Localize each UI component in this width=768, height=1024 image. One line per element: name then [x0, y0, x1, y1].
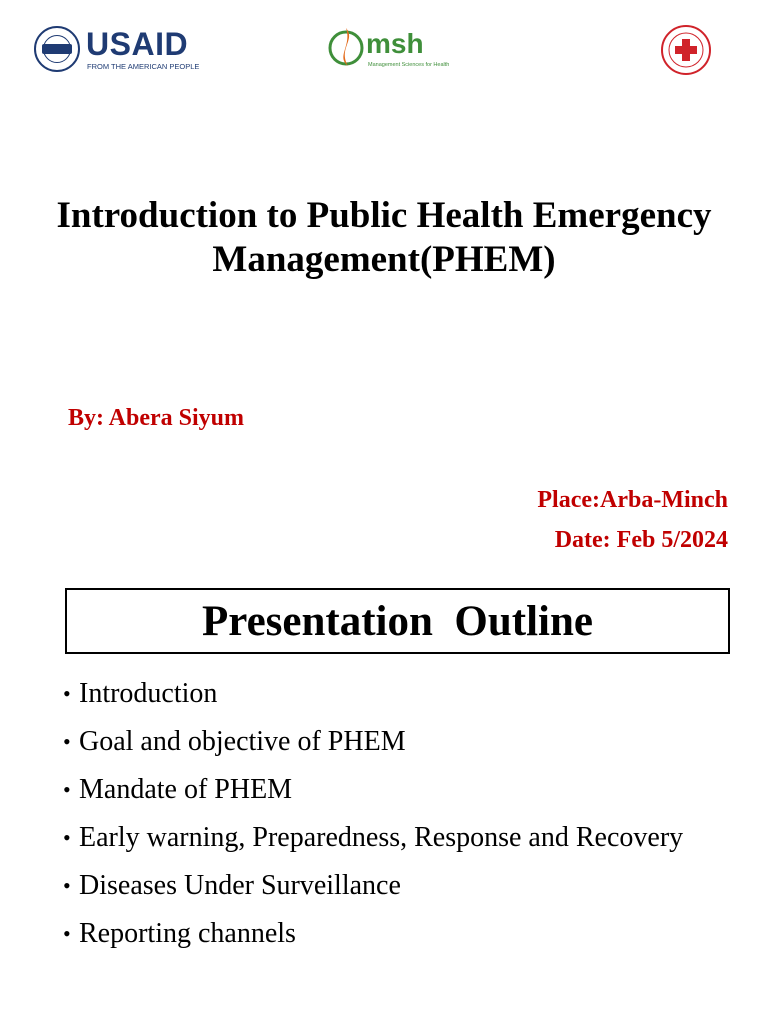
outline-heading-box [65, 588, 730, 654]
usaid-logo [34, 22, 204, 78]
outline-list [63, 676, 708, 964]
outline-item-text: Goal and objective of PHEM [79, 726, 406, 757]
outline-item-text: Reporting channels [79, 918, 296, 949]
outline-item-text: Diseases Under Surveillance [79, 870, 401, 901]
msh-tagline: Management Sciences for Health [368, 62, 450, 68]
outline-item [63, 916, 708, 952]
outline-item [63, 676, 708, 712]
usaid-seal-icon [34, 26, 80, 72]
outline-item [63, 724, 708, 760]
outline-item [63, 772, 708, 808]
outline-item-text: Mandate of PHEM [79, 774, 293, 805]
msh-logo [326, 22, 456, 78]
usaid-tagline: FROM THE AMERICAN PEOPLE [87, 62, 200, 71]
bullet-marker: • [63, 921, 71, 946]
slide-title: Introduction to Public Health Emergency Management(PHEM) [56, 195, 712, 280]
msh-wordmark: msh [366, 28, 424, 59]
bullet-marker: • [63, 873, 71, 898]
outline-item-text: Early warning, Preparedness, Response and Recovery [79, 822, 684, 853]
outline-item-text: Introduction [79, 678, 218, 709]
outline-item [63, 820, 708, 856]
msh-flame-icon [326, 22, 366, 74]
outline-heading: Presentation Outline [202, 597, 593, 645]
bullet-marker: • [63, 729, 71, 754]
bullet-marker: • [63, 777, 71, 802]
author-line: By: Abera Siyum [68, 405, 245, 431]
usaid-wordmark: USAID [86, 26, 189, 62]
bullet-marker: • [63, 681, 71, 706]
red-cross-seal-icon [660, 24, 712, 76]
place-line: Place:Arba-Minch [537, 487, 728, 513]
date-line: Date: Feb 5/2024 [554, 527, 728, 553]
bullet-marker: • [63, 825, 71, 850]
outline-item [63, 868, 708, 904]
